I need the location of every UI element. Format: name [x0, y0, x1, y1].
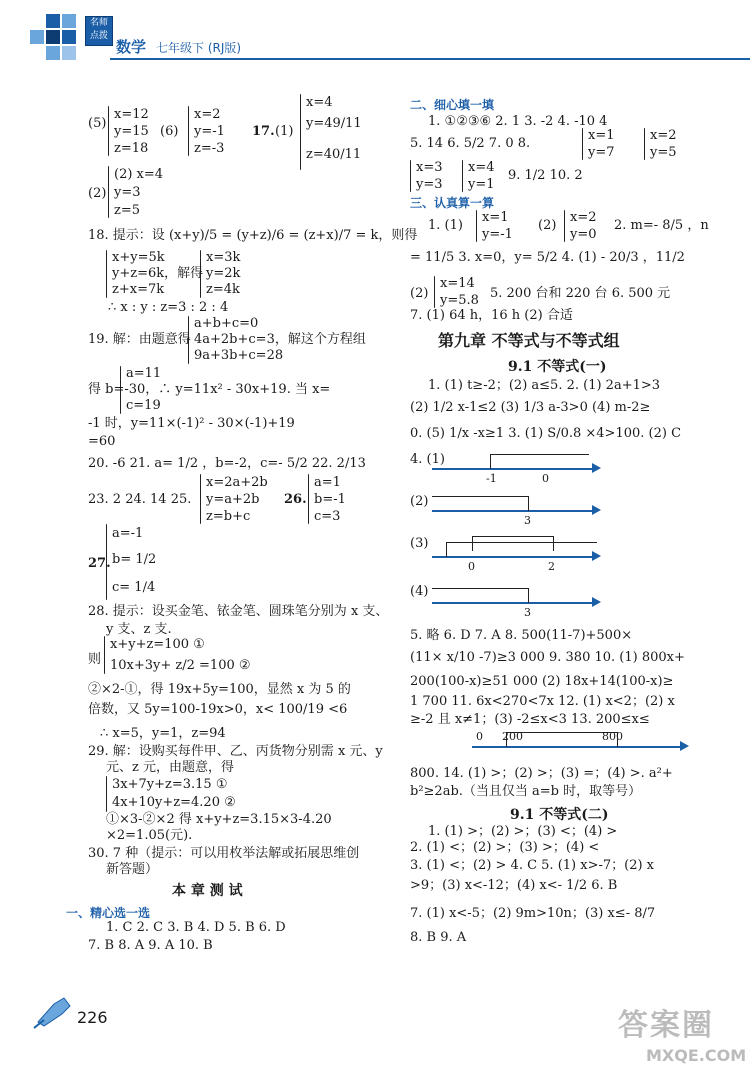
section-title: 9.1 不等式(二) [510, 807, 609, 823]
pushpin-icon [30, 992, 80, 1032]
q18: 18. 提示：设 (x+y)/5 = (y+z)/6 = (z+x)/7 = k，则得 [88, 228, 418, 243]
number-line-2: 3 [432, 502, 602, 532]
header-rule [110, 58, 750, 60]
subject-title: 数学 [116, 38, 147, 56]
watermark-url: MXQE.COM [646, 1046, 747, 1065]
page-header [0, 0, 750, 85]
chapter-title: 第九章 不等式与不等式组 [438, 331, 620, 350]
grade-label: 七年级下 (RJ版) [156, 41, 242, 55]
header-mosaic-icon [28, 14, 88, 74]
q30: 30. 7 种（提示：可以用枚举法解或拓展思维创 [88, 846, 360, 861]
section-heading: 二、细心填一填 [410, 98, 495, 112]
number-line-4: 3 [432, 594, 602, 624]
section-heading: 一、精心选一选 [66, 906, 151, 920]
q19: 19. 解：由题意得 [88, 332, 191, 347]
q28: 28. 提示：设买金笔、铱金笔、圆珠笔分别为 x 支、 [88, 604, 389, 619]
section-title: 9.1 不等式(一) [508, 359, 607, 375]
answer-line: (5) [88, 116, 107, 131]
section-heading: 三、认真算一算 [410, 196, 495, 210]
brand-logo: 名师 点拨 [85, 16, 113, 46]
q20-22: 20. -6 21. a= 1/2 ，b=-2，c=- 5/2 22. 2/13 [88, 456, 366, 471]
chapter-test-title: 本 章 测 试 [172, 883, 243, 899]
number-line-5: 0 200 800 [472, 738, 692, 768]
watermark-logo: 答案圈 [618, 1008, 714, 1043]
page-number: 226 [77, 1008, 108, 1027]
brace [108, 106, 109, 156]
q29: 29. 解：设购买每件甲、乙、丙货物分别需 x 元、y [88, 744, 383, 759]
number-line-1: -1 0 [432, 460, 602, 490]
number-line-3: 0 2 [432, 548, 602, 578]
q23-25: 23. 2 24. 14 25. [88, 492, 192, 507]
